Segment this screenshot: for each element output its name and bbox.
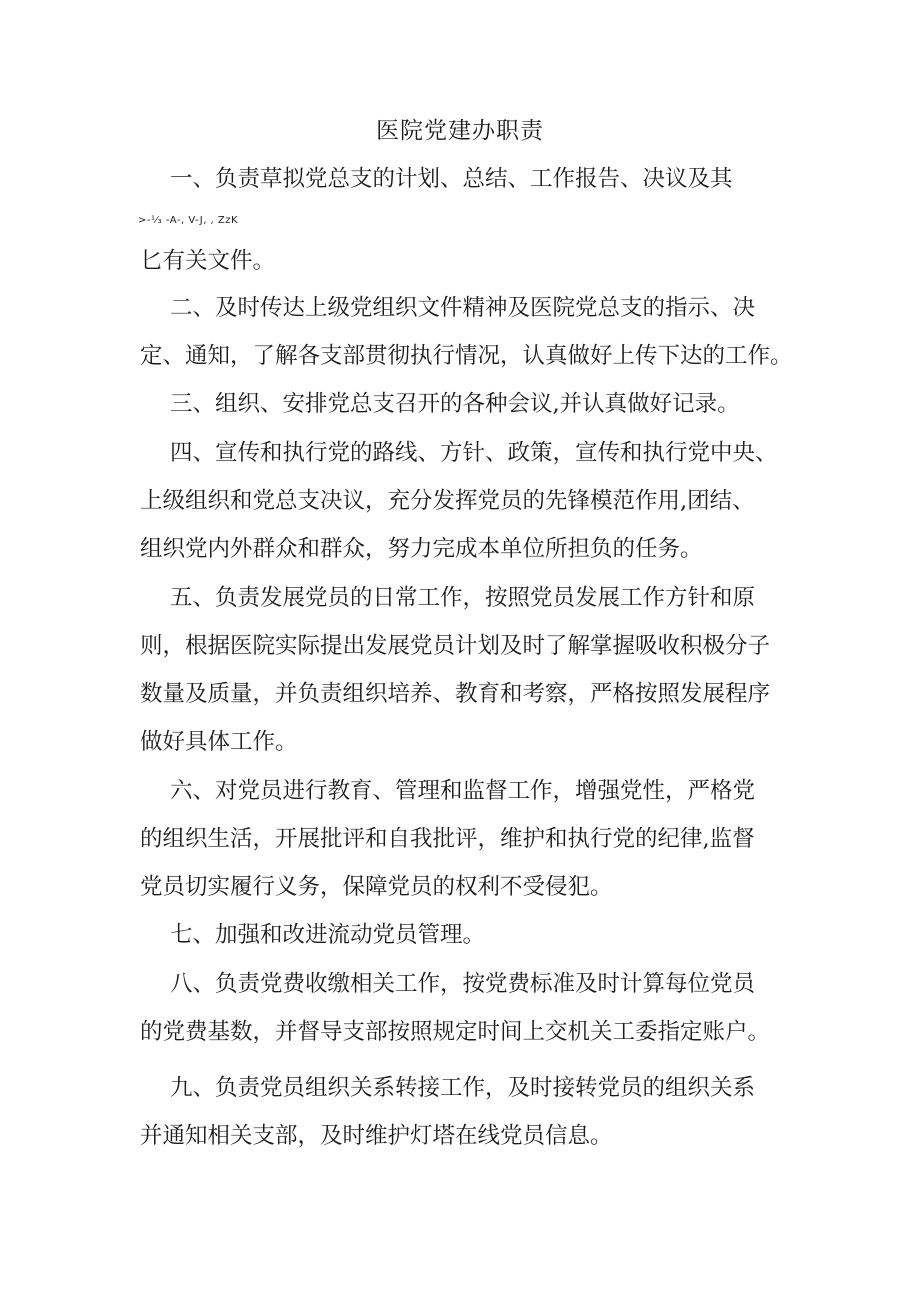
- paragraph-2-line-2: 定、通知，了解各支部贯彻执行情况，认真做好上传下达的工作。: [140, 343, 793, 369]
- paragraph-6-line-3: 党员切实履行义务，保障党员的权利不受侵犯。: [140, 874, 613, 900]
- paragraph-5-line-4: 做好具体工作。: [140, 729, 298, 755]
- paragraph-5-line-1: 五、负责发展党员的日常工作，按照党员发展工作方针和原: [170, 585, 756, 611]
- paragraph-5-line-2: 则，根据医院实际提出发展党员计划及时了解掌握吸收积极分子: [140, 633, 771, 659]
- paragraph-6-line-1: 六、对党员进行教育、管理和监督工作，增强党性，严格党: [170, 778, 756, 804]
- paragraph-4-line-2: 上级组织和党总支决议，充分发挥党员的先锋模范作用,团结、: [140, 488, 755, 514]
- paragraph-1-line-1: 一、负责草拟党总支的计划、总结、工作报告、决议及其: [170, 166, 733, 192]
- paragraph-6-line-2: 的组织生活，开展批评和自我批评，维护和执行党的纪律,监督: [140, 826, 755, 852]
- paragraph-9-line-2: 并通知相关支部，及时维护灯塔在线党员信息。: [140, 1123, 613, 1149]
- paragraph-3-line-1: 三、组织、安排党总支召开的各种会议,并认真做好记录。: [170, 391, 740, 417]
- paragraph-1-line-2: 匕有关文件。: [140, 248, 276, 274]
- paragraph-8-line-2: 的党费基数，并督导支部按照规定时间上交机关工委指定账户。: [140, 1019, 771, 1045]
- scan-noise-text: >-¹⁄₃ -A-, V-J, , ZzK: [138, 215, 239, 226]
- page-title: 医院党建办职责: [376, 118, 544, 144]
- paragraph-4-line-3: 组织党内外群众和群众，努力完成本单位所担负的任务。: [140, 536, 703, 562]
- paragraph-2-line-1: 二、及时传达上级党组织文件精神及医院党总支的指示、决: [170, 295, 756, 321]
- paragraph-9-line-1: 九、负责党员组织关系转接工作，及时接转党员的组织关系: [170, 1075, 756, 1101]
- paragraph-4-line-1: 四、宣传和执行党的路线、方针、政策，宣传和执行党中央、: [170, 440, 778, 466]
- paragraph-8-line-1: 八、负责党费收缴相关工作，按党费标准及时计算每位党员: [170, 971, 756, 997]
- paragraph-5-line-3: 数量及质量，并负责组织培养、教育和考察，严格按照发展程序: [140, 681, 771, 707]
- paragraph-7-line-1: 七、加强和改进流动党员管理。: [170, 922, 486, 948]
